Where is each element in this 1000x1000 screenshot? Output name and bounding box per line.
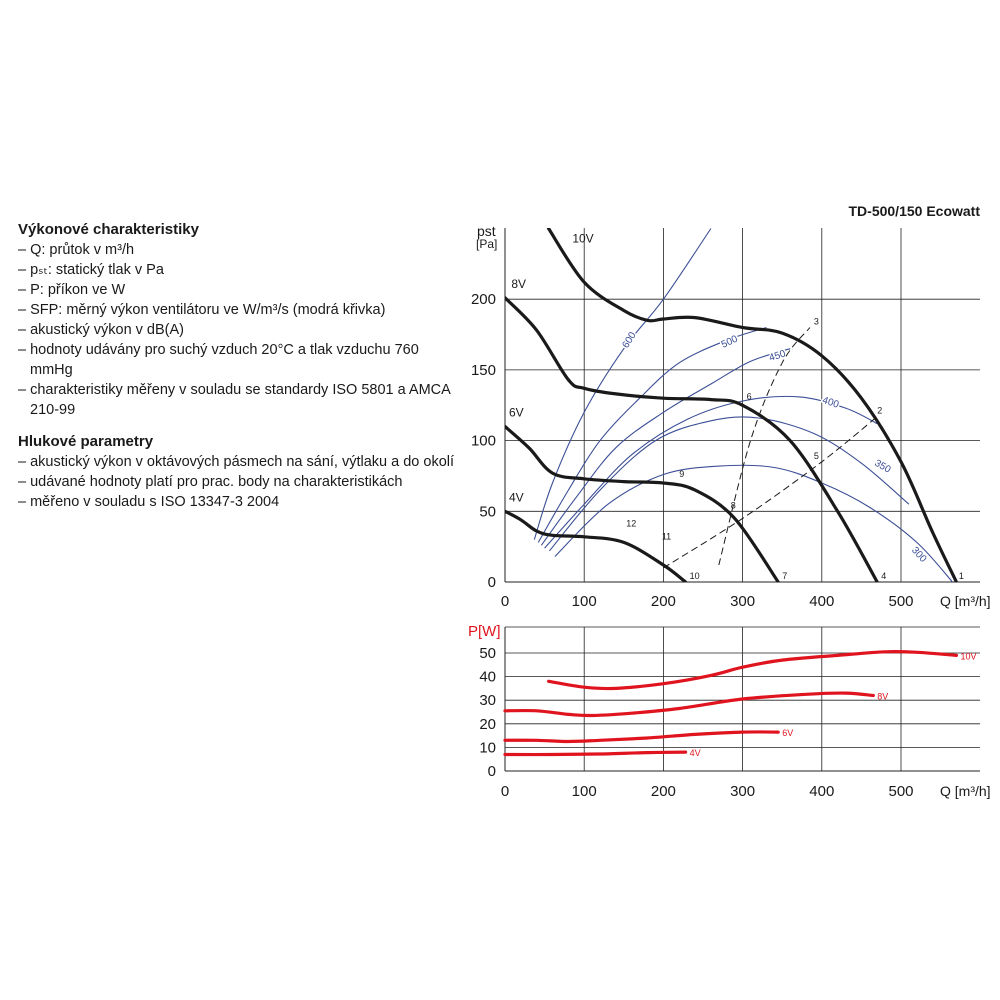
x-tick-label: 0 <box>500 593 510 610</box>
y-tick-label: 30 <box>479 692 496 710</box>
noise-item: – akustický výkon v oktávových pásmech na sání, výtlaku a do okolí <box>18 452 458 472</box>
y-tick-label: 50 <box>479 645 496 662</box>
y-tick-label: 10 <box>479 739 496 757</box>
power-curve-4V <box>505 752 686 754</box>
x-axis-label: Q [m³/h] <box>940 593 991 609</box>
y-tick-label: 0 <box>487 574 496 591</box>
x-tick-label: 100 <box>571 783 597 800</box>
y-tick-label: 150 <box>470 361 496 379</box>
point-label: 5 <box>813 450 819 461</box>
power-curve-10V <box>549 652 957 689</box>
sfp-label: 450 <box>767 348 788 365</box>
sfp-label: 500 <box>719 333 740 351</box>
performance-item: – hodnoty udávány pro suchý vzduch 20°C a tlak vzduchu 760 mmHg <box>18 340 458 380</box>
sfp-label: 400 <box>820 395 841 411</box>
noise-item: – udávané hodnoty platí pro prac. body na charakteristikách <box>18 472 458 492</box>
noise-heading: Hlukové parametry <box>18 433 154 450</box>
performance-item: – pₛₜ: statický tlak v Pa <box>18 260 458 280</box>
fan-curve-10V <box>549 229 957 583</box>
point-label: 7 <box>782 571 788 581</box>
power-chart <box>468 623 991 800</box>
curve-label: 10V <box>572 231 594 246</box>
x-axis-label: Q [m³/h] <box>940 783 991 799</box>
performance-item: – Q: průtok v m³/h <box>18 240 458 260</box>
pressure-chart <box>471 203 991 610</box>
y-tick-label: 50 <box>479 503 496 521</box>
point-label: 2 <box>877 405 883 416</box>
power-curve-label: 8V <box>877 691 889 702</box>
power-curve-label: 4V <box>689 748 701 759</box>
sfp-curve-450 <box>541 349 790 546</box>
y-tick-label: 40 <box>479 668 496 686</box>
noise-item: – měřeno v souladu s ISO 13347-3 2004 <box>18 492 458 512</box>
performance-item: – akustický výkon v dB(A) <box>18 320 458 340</box>
fan-curve-4V <box>505 511 686 582</box>
x-tick-label: 100 <box>571 593 597 610</box>
y-axis-label: P[W] <box>468 623 501 640</box>
operating-line <box>663 417 877 568</box>
x-tick-label: 400 <box>809 593 835 610</box>
curve-label: 6V <box>508 405 524 420</box>
x-tick-label: 200 <box>650 783 676 800</box>
point-label: 4 <box>881 571 887 581</box>
x-tick-label: 500 <box>888 783 914 800</box>
point-label: 6 <box>746 391 752 402</box>
power-curve-label: 6V <box>782 728 794 739</box>
y-tick-label: 200 <box>470 291 496 309</box>
fan-curve-6V <box>505 427 778 583</box>
y-tick-label: 20 <box>479 715 496 733</box>
x-tick-label: 500 <box>888 593 914 610</box>
performance-item: – charakteristiky měřeny v souladu se standardy ISO 5801 a AMCA 210-99 <box>18 380 458 420</box>
y-axis-label: pst <box>477 223 496 239</box>
performance-heading: Výkonové charakteristiky <box>18 221 199 238</box>
sfp-curve-600 <box>534 229 711 540</box>
x-tick-label: 200 <box>650 593 676 610</box>
power-curve-6V <box>505 732 778 742</box>
point-label: 9 <box>679 469 685 480</box>
performance-item: – SFP: měrný výkon ventilátoru ve W/m³/s (modrá křivka) <box>18 300 458 320</box>
power-curve-8V <box>505 693 873 715</box>
x-tick-label: 300 <box>730 783 756 800</box>
y-axis-unit: [Pa] <box>476 237 498 251</box>
x-tick-label: 300 <box>730 593 756 610</box>
y-tick-label: 100 <box>470 432 496 450</box>
y-tick-label: 0 <box>487 763 496 780</box>
sfp-label: 300 <box>909 544 929 565</box>
power-curve-label: 10V <box>960 651 977 662</box>
x-tick-label: 400 <box>809 783 835 800</box>
sfp-curve-300 <box>555 465 953 582</box>
x-tick-label: 0 <box>500 783 510 800</box>
point-label: 12 <box>626 518 637 529</box>
sfp-label: 350 <box>872 457 893 476</box>
point-label: 10 <box>689 571 700 581</box>
point-label: 11 <box>661 531 672 542</box>
point-label: 3 <box>813 316 819 327</box>
performance-item: – P: příkon ve W <box>18 280 458 300</box>
curve-label: 4V <box>508 490 524 505</box>
curve-label: 8V <box>511 276 527 291</box>
fan-curve-8V <box>505 298 877 582</box>
point-label: 1 <box>958 571 964 581</box>
chart-title: TD-500/150 Ecowatt <box>848 203 980 219</box>
point-label: 8 <box>730 500 736 511</box>
sfp-label: 600 <box>620 330 639 351</box>
